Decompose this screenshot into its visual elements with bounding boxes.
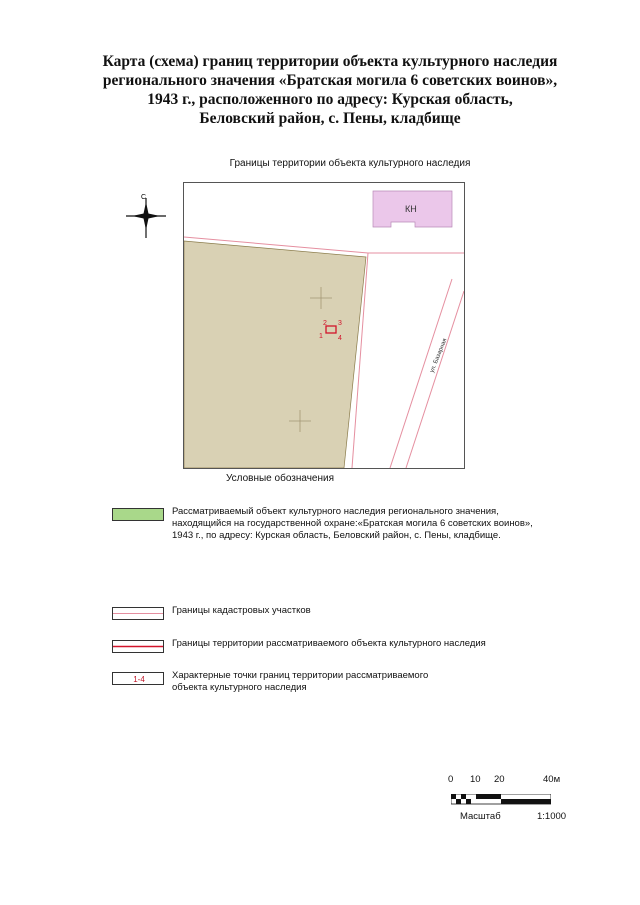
street-label: ул. Базарная	[429, 337, 449, 374]
legend-points-label: 1-4	[133, 675, 145, 684]
legend-text-object: Рассматриваемый объект культурного наследия регионального значения, находящийся на государственной охране:«Братская могила 6 советских воинов», 1943 г., по адресу: Курская область, Беловский район, с. Пены, кладбище.	[172, 506, 533, 541]
title-line-4: Беловский район, с. Пены, кладбище	[199, 110, 461, 127]
title-line-1: Карта (схема) границ территории объекта культурного наследия	[102, 53, 558, 70]
title-line-3: 1943 г., расположенного по адресу: Курская область,	[147, 91, 513, 108]
scale-bar	[440, 774, 580, 824]
scale-mark-20: 20	[494, 774, 505, 785]
point-3: 3	[338, 320, 342, 327]
compass-north-label: С	[141, 194, 147, 201]
legend-text-cadastral: Границы кадастровых участков	[172, 605, 311, 616]
scale-mark-10: 10	[470, 774, 481, 785]
legend-swatch-cadastral	[112, 607, 164, 620]
legend-swatch-territory	[112, 640, 164, 653]
legend-swatch-points	[112, 672, 164, 685]
map-caption: Границы территории объекта культурного наследия	[229, 158, 471, 169]
object-territory-area	[184, 241, 366, 468]
scale-mark-40: 40м	[543, 774, 561, 785]
title-line-2: регионального значения «Братская могила 6 советских воинов»,	[102, 72, 558, 89]
point-2: 2	[323, 320, 327, 327]
map-title	[90, 52, 570, 128]
scale-label: Масштаб	[460, 811, 501, 822]
scale-bar-graphic	[451, 794, 551, 806]
map-frame	[183, 182, 465, 469]
legend-text-points: Характерные точки границ территории рассматриваемого объекта культурного наследия	[172, 670, 429, 693]
point-4: 4	[338, 335, 342, 342]
point-1: 1	[319, 333, 323, 340]
scale-ratio: 1:1000	[537, 811, 567, 822]
compass-icon	[122, 192, 172, 242]
legend-swatch-object	[112, 508, 164, 521]
building-label: КН	[405, 204, 417, 214]
scale-mark-0: 0	[448, 774, 454, 785]
legend-title: Условные обозначения	[225, 473, 335, 484]
legend-text-territory: Границы территории рассматриваемого объекта культурного наследия	[172, 638, 486, 649]
